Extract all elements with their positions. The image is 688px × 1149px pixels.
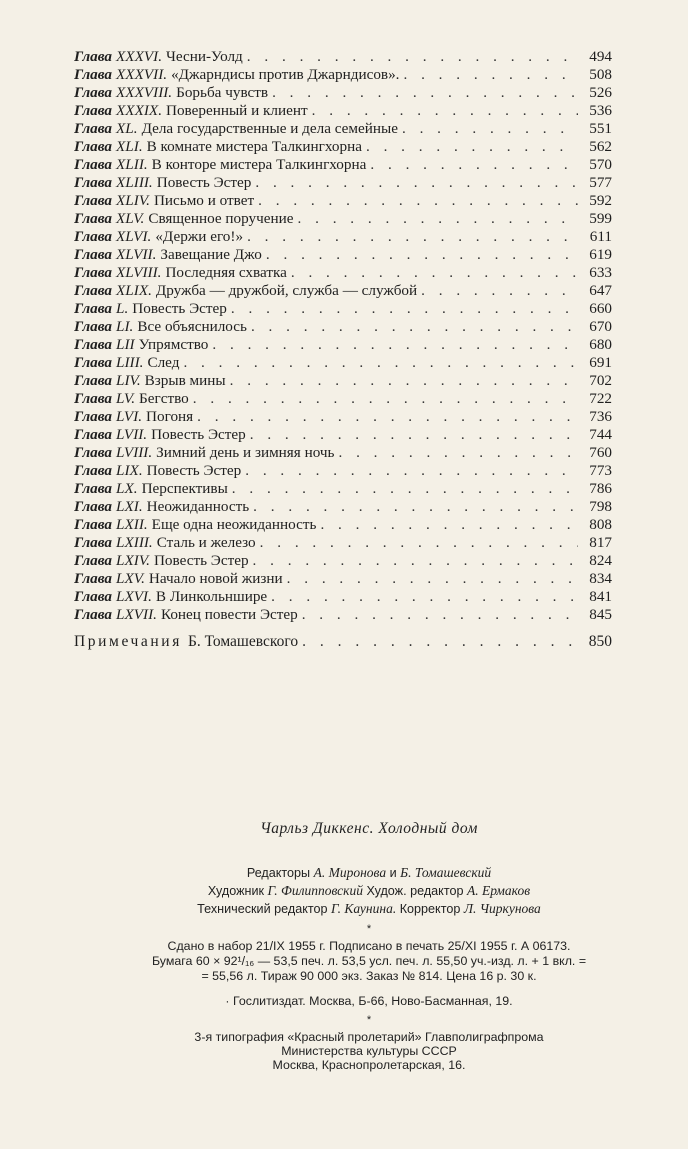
chapter-label: Глава bbox=[74, 228, 113, 245]
print-info-line: Бумага 60 × 92¹/₁₆ — 53,5 печ. л. 53,5 усл. печ. л. 55,50 уч.-изд. л. + 1 вкл. = bbox=[151, 954, 587, 968]
chapter-title: «Джарндисы против Джарндисов». bbox=[171, 66, 400, 83]
chapter-number: LVI. bbox=[116, 408, 143, 425]
notes-label: Примечания bbox=[74, 633, 182, 650]
chapter-title: Повесть Эстер bbox=[153, 552, 249, 569]
toc-entry bbox=[74, 426, 612, 444]
page-number: 691 bbox=[589, 354, 612, 371]
leader-dots bbox=[260, 534, 578, 552]
page-number: 599 bbox=[589, 210, 612, 227]
toc-entry bbox=[74, 444, 612, 462]
chapter-title: Зимний день и зимняя ночь bbox=[156, 444, 335, 461]
notes-author: Б. Томашевского bbox=[187, 633, 299, 650]
leader-dots bbox=[258, 192, 578, 210]
chapter-number: XLVIII. bbox=[116, 264, 162, 281]
chapter-number: XLII. bbox=[116, 156, 148, 173]
credits bbox=[50, 864, 688, 918]
print-info-line: Сдано в набор 21/IX 1955 г. Подписано в печать 25/XI 1955 г. А 06173. bbox=[167, 939, 571, 953]
leader-dots bbox=[247, 48, 578, 66]
leader-dots bbox=[370, 156, 578, 174]
leader-dots bbox=[302, 606, 578, 624]
separator-star: * bbox=[366, 1014, 372, 1026]
chapter-title: Последняя схватка bbox=[165, 264, 287, 281]
toc-entry bbox=[74, 498, 612, 516]
chapter-title: Повесть Эстер bbox=[156, 174, 252, 191]
chapter-number: XLVII. bbox=[116, 246, 157, 263]
leader-dots bbox=[320, 516, 578, 534]
chapter-title: В конторе мистера Талкингхорна bbox=[151, 156, 367, 173]
print-info-line: = 55,56 л. Тираж 90 000 экз. Заказ № 814. Цена 16 р. 30 к. bbox=[201, 969, 537, 983]
toc-entry bbox=[74, 246, 612, 264]
leader-dots bbox=[197, 408, 578, 426]
leader-dots bbox=[298, 210, 579, 228]
chapter-label: Глава bbox=[74, 444, 113, 461]
chapter-title: Борьба чувств bbox=[176, 84, 269, 101]
leader-dots bbox=[232, 480, 578, 498]
chapter-number: LIV. bbox=[116, 372, 141, 389]
chapter-title: Сталь и железо bbox=[156, 534, 256, 551]
page-number: 680 bbox=[589, 336, 612, 353]
chapter-label: Глава bbox=[74, 570, 113, 587]
toc-entry bbox=[74, 210, 612, 228]
page-number: 786 bbox=[589, 480, 612, 497]
chapter-number: XLI. bbox=[116, 138, 143, 155]
leader-dots bbox=[231, 300, 578, 318]
leader-dots bbox=[250, 426, 578, 444]
artists-line: Художник Г. Филипповский Худож. редактор А. Ермаков bbox=[207, 883, 531, 898]
book-title: Чарльз Диккенс. Холодный дом bbox=[260, 820, 478, 837]
chapter-title: Повесть Эстер bbox=[151, 426, 246, 443]
toc-entry bbox=[74, 228, 612, 246]
chapter-label: Глава bbox=[74, 318, 113, 335]
page-number: 577 bbox=[589, 174, 612, 191]
toc-entry bbox=[74, 354, 612, 372]
leader-dots bbox=[291, 264, 578, 282]
chapter-label: Глава bbox=[74, 300, 113, 317]
chapter-number: LXV. bbox=[116, 570, 145, 587]
page-number: 660 bbox=[589, 300, 612, 317]
chapter-number: XLIV. bbox=[116, 192, 150, 209]
toc-entry bbox=[74, 588, 612, 606]
table-of-contents bbox=[74, 48, 612, 652]
leader-dots bbox=[287, 570, 578, 588]
page-number: 845 bbox=[589, 606, 612, 623]
toc-entry bbox=[74, 48, 612, 66]
chapter-number: LIX. bbox=[116, 462, 143, 479]
chapter-label: Глава bbox=[74, 138, 113, 155]
chapter-number: LXII. bbox=[116, 516, 148, 533]
page-number: 773 bbox=[589, 462, 612, 479]
chapter-number: LI. bbox=[116, 318, 134, 335]
page-number: 508 bbox=[589, 66, 612, 83]
chapter-number: XXXVI. bbox=[116, 48, 162, 65]
chapter-number: XL. bbox=[116, 120, 138, 137]
chapter-number: XLV. bbox=[116, 210, 145, 227]
leader-dots bbox=[302, 632, 578, 652]
chapter-title: Повесть Эстер bbox=[146, 462, 242, 479]
page-number: 570 bbox=[589, 156, 612, 173]
page-number: 841 bbox=[589, 588, 612, 605]
page-number: 562 bbox=[589, 138, 612, 155]
toc-entry bbox=[74, 336, 612, 354]
technical-line: Технический редактор Г. Каунина. Корректор Л. Чиркунова bbox=[197, 901, 541, 916]
chapter-number: LVII. bbox=[116, 426, 148, 443]
chapter-title: Повесть Эстер bbox=[132, 300, 227, 317]
print-info bbox=[50, 939, 688, 984]
toc-entry bbox=[74, 282, 612, 300]
leader-dots bbox=[402, 120, 578, 138]
chapter-label: Глава bbox=[74, 282, 113, 299]
page-number: 817 bbox=[589, 534, 612, 551]
chapter-number: XLIII. bbox=[116, 174, 153, 191]
leader-dots bbox=[312, 102, 578, 120]
page-number: 824 bbox=[589, 552, 612, 569]
toc-entry bbox=[74, 534, 612, 552]
chapter-number: LXVI. bbox=[116, 588, 152, 605]
page-number: 670 bbox=[589, 318, 612, 335]
chapter-title: Неожиданность bbox=[146, 498, 250, 515]
page-number: 736 bbox=[589, 408, 612, 425]
chapter-title: След bbox=[147, 354, 180, 371]
chapter-title: Священное поручение bbox=[148, 210, 294, 227]
leader-dots bbox=[183, 354, 578, 372]
chapter-title: В Линкольншире bbox=[155, 588, 268, 605]
chapter-title: Дружба — дружбой, служба — службой bbox=[155, 282, 418, 299]
chapter-title: Конец повести Эстер bbox=[160, 606, 298, 623]
toc-entry bbox=[74, 264, 612, 282]
printer bbox=[50, 1030, 688, 1072]
chapter-title: В комнате мистера Талкингхорна bbox=[146, 138, 362, 155]
chapter-label: Глава bbox=[74, 48, 113, 65]
toc-entry bbox=[74, 102, 612, 120]
art-editor-name: А. Ермаков bbox=[466, 883, 531, 898]
leader-dots bbox=[247, 228, 578, 246]
leader-dots bbox=[230, 372, 578, 390]
page-number: 808 bbox=[589, 516, 612, 533]
chapter-number: XLVI. bbox=[116, 228, 152, 245]
chapter-label: Глава bbox=[74, 462, 113, 479]
chapter-number: LIII. bbox=[116, 354, 144, 371]
chapter-label: Глава bbox=[74, 66, 113, 83]
page-number: 526 bbox=[589, 84, 612, 101]
page-number: 834 bbox=[589, 570, 612, 587]
chapter-label: Глава bbox=[74, 102, 113, 119]
chapter-number: XXXIX. bbox=[116, 102, 162, 119]
leader-dots bbox=[253, 552, 578, 570]
chapter-title: Начало новой жизни bbox=[148, 570, 283, 587]
chapter-label: Глава bbox=[74, 552, 113, 569]
page-number: 611 bbox=[589, 228, 612, 245]
tech-editor-name: Г. Каунина. bbox=[330, 901, 397, 916]
page-number: 536 bbox=[589, 102, 612, 119]
leader-dots bbox=[253, 498, 578, 516]
leader-dots bbox=[338, 444, 578, 462]
chapter-number: LII bbox=[116, 336, 135, 353]
toc-entry bbox=[74, 462, 612, 480]
chapter-title: Письмо и ответ bbox=[153, 192, 255, 209]
chapter-number: XLIX. bbox=[116, 282, 152, 299]
page-number: 722 bbox=[589, 390, 612, 407]
chapter-title: Все объяснилось bbox=[137, 318, 247, 335]
chapter-label: Глава bbox=[74, 534, 113, 551]
chapter-title: Завещание Джо bbox=[160, 246, 262, 263]
toc-entry bbox=[74, 606, 612, 624]
leader-dots bbox=[193, 390, 578, 408]
toc-entry bbox=[74, 570, 612, 588]
toc-entry bbox=[74, 408, 612, 426]
chapter-label: Глава bbox=[74, 606, 113, 623]
leader-dots bbox=[271, 588, 578, 606]
chapter-label: Глава bbox=[74, 336, 113, 353]
chapter-label: Глава bbox=[74, 210, 113, 227]
toc-entry bbox=[74, 138, 612, 156]
chapter-number: LVIII. bbox=[116, 444, 153, 461]
chapter-number: L. bbox=[116, 300, 129, 317]
chapter-label: Глава bbox=[74, 426, 113, 443]
chapter-label: Глава bbox=[74, 354, 113, 371]
leader-dots bbox=[251, 318, 578, 336]
page-number: 702 bbox=[589, 372, 612, 389]
separator-star: * bbox=[366, 923, 372, 935]
chapter-number: LXIII. bbox=[116, 534, 153, 551]
toc-entry bbox=[74, 516, 612, 534]
chapter-title: Еще одна неожиданность bbox=[151, 516, 317, 533]
chapter-label: Глава bbox=[74, 174, 113, 191]
page-number: 760 bbox=[589, 444, 612, 461]
chapter-label: Глава bbox=[74, 264, 113, 281]
toc-entry bbox=[74, 156, 612, 174]
page-number: 798 bbox=[589, 498, 612, 515]
chapter-title: Поверенный и клиент bbox=[166, 102, 308, 119]
chapter-label: Глава bbox=[74, 588, 113, 605]
page-number: 592 bbox=[589, 192, 612, 209]
chapter-title: Бегство bbox=[139, 390, 189, 407]
leader-dots bbox=[212, 336, 578, 354]
chapter-title: Чесни-Уолд bbox=[166, 48, 243, 65]
chapter-number: XXXVIII. bbox=[116, 84, 173, 101]
corrector-name: Л. Чиркунова bbox=[463, 901, 541, 916]
editor-name: Б. Томашевский bbox=[400, 865, 492, 880]
chapter-label: Глава bbox=[74, 192, 113, 209]
leader-dots bbox=[255, 174, 578, 192]
chapter-label: Глава bbox=[74, 498, 113, 515]
printer-line: Москва, Краснопролетарская, 16. bbox=[272, 1058, 466, 1072]
leader-dots bbox=[266, 246, 578, 264]
chapter-title: Погоня bbox=[146, 408, 194, 425]
chapter-label: Глава bbox=[74, 390, 113, 407]
toc-entry bbox=[74, 390, 612, 408]
page-number: 494 bbox=[589, 48, 612, 65]
chapter-label: Глава bbox=[74, 480, 113, 497]
chapter-label: Глава bbox=[74, 408, 113, 425]
toc-entry bbox=[74, 300, 612, 318]
leader-dots bbox=[366, 138, 578, 156]
chapter-label: Глава bbox=[74, 156, 113, 173]
chapter-number: LXIV. bbox=[116, 552, 150, 569]
page-number: 647 bbox=[589, 282, 612, 299]
chapter-title: «Держи его!» bbox=[155, 228, 244, 245]
chapter-title: Перспективы bbox=[141, 480, 228, 497]
toc-entry bbox=[74, 84, 612, 102]
editor-name: А. Миронова bbox=[313, 865, 387, 880]
toc-entries bbox=[74, 48, 612, 624]
chapter-label: Глава bbox=[74, 120, 113, 137]
printer-line: Министерства культуры СССР bbox=[281, 1044, 457, 1058]
page-number: 633 bbox=[589, 264, 612, 281]
chapter-title: Взрыв мины bbox=[144, 372, 226, 389]
chapter-number: LV. bbox=[116, 390, 136, 407]
artist-name: Г. Филипповский bbox=[267, 883, 363, 898]
chapter-number: XXXVII. bbox=[116, 66, 168, 83]
notes-page-number: 850 bbox=[588, 633, 612, 650]
toc-notes-entry bbox=[74, 632, 612, 652]
toc-entry bbox=[74, 66, 612, 84]
chapter-label: Глава bbox=[74, 516, 113, 533]
chapter-label: Глава bbox=[74, 372, 113, 389]
publisher: · Гослитиздат. Москва, Б-66, Ново-Басманная, 19. bbox=[225, 994, 513, 1008]
printer-line: 3-я типография «Красный пролетарий» Главполиграфпрома bbox=[194, 1030, 544, 1044]
toc-entry bbox=[74, 318, 612, 336]
toc-entry bbox=[74, 552, 612, 570]
editors-line: Редакторы А. Миронова и Б. Томашевский bbox=[246, 865, 492, 880]
leader-dots bbox=[272, 84, 578, 102]
leader-dots bbox=[245, 462, 578, 480]
page-number: 551 bbox=[589, 120, 612, 137]
toc-entry bbox=[74, 120, 612, 138]
toc-entry bbox=[74, 372, 612, 390]
chapter-number: LXI. bbox=[116, 498, 143, 515]
colophon bbox=[0, 820, 688, 1072]
toc-entry bbox=[74, 174, 612, 192]
page-number: 744 bbox=[589, 426, 612, 443]
chapter-title: Дела государственные и дела семейные bbox=[141, 120, 398, 137]
chapter-number: LXVII. bbox=[116, 606, 157, 623]
chapter-number: LX. bbox=[116, 480, 138, 497]
chapter-label: Глава bbox=[74, 246, 113, 263]
toc-entry bbox=[74, 192, 612, 210]
leader-dots bbox=[403, 66, 578, 84]
chapter-label: Глава bbox=[74, 84, 113, 101]
toc-entry bbox=[74, 480, 612, 498]
chapter-title: Упрямство bbox=[138, 336, 209, 353]
page-number: 619 bbox=[589, 246, 612, 263]
leader-dots bbox=[421, 282, 578, 300]
